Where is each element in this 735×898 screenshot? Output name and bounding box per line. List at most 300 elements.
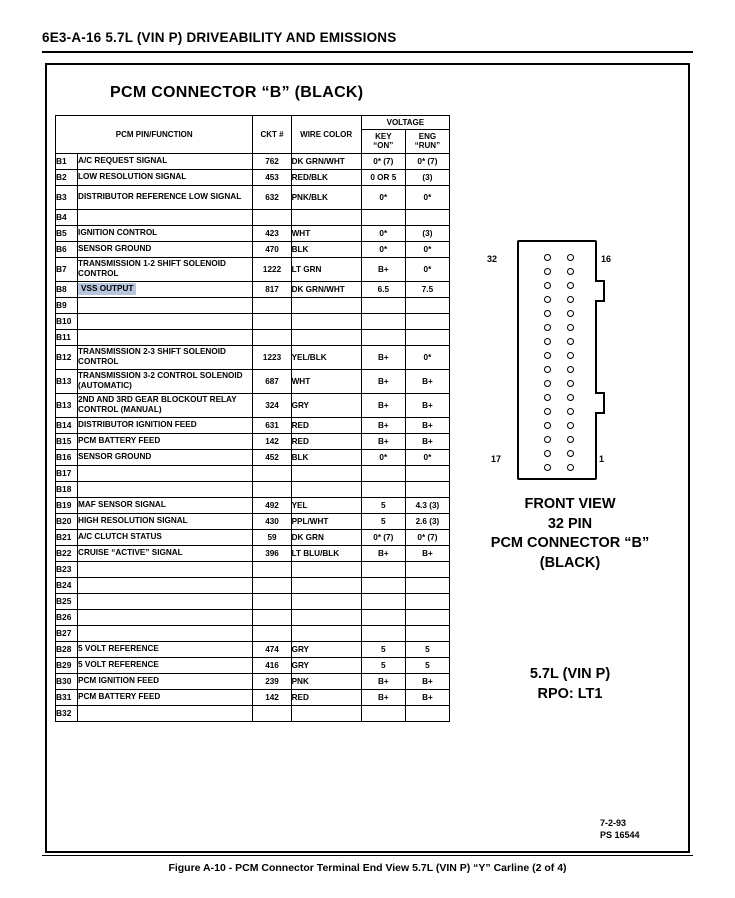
cell-voltage-eng-run: B+ <box>405 545 449 561</box>
cell-voltage-key-on <box>361 625 405 641</box>
table-row <box>56 417 450 433</box>
pin-function-table <box>55 115 450 722</box>
cell-voltage-key-on: 5 <box>361 513 405 529</box>
cell-pin: B13 <box>56 369 78 393</box>
cell-ckt: 239 <box>253 673 291 689</box>
cell-ckt <box>253 481 291 497</box>
cell-ckt <box>253 329 291 345</box>
cell-function <box>78 577 253 593</box>
cell-wire-color <box>291 481 361 497</box>
cell-function: TRANSMISSION 3-2 CONTROL SOLENOID (AUTOMATIC) <box>78 369 253 393</box>
connector-pin-row <box>519 251 599 264</box>
cell-ckt: 423 <box>253 225 291 241</box>
cell-function <box>78 609 253 625</box>
cell-pin: B29 <box>56 657 78 673</box>
cell-voltage-key-on <box>361 329 405 345</box>
cell-wire-color: GRY <box>291 393 361 417</box>
connector-label-1: 1 <box>599 454 605 464</box>
cell-wire-color: DK GRN/WHT <box>291 281 361 297</box>
connector-pin-dot <box>544 408 551 415</box>
cell-pin: B10 <box>56 313 78 329</box>
cell-voltage-key-on <box>361 465 405 481</box>
cell-ckt: 474 <box>253 641 291 657</box>
cell-voltage-eng-run <box>405 297 449 313</box>
cell-wire-color <box>291 577 361 593</box>
cell-voltage-key-on <box>361 609 405 625</box>
cell-voltage-key-on <box>361 561 405 577</box>
cell-wire-color: LT GRN <box>291 257 361 281</box>
cell-voltage-eng-run: 0* <box>405 185 449 209</box>
cell-wire-color <box>291 329 361 345</box>
table-row <box>56 393 450 417</box>
cell-function: DISTRIBUTOR REFERENCE LOW SIGNAL <box>78 185 253 209</box>
cell-pin: B32 <box>56 705 78 721</box>
header-key-on <box>361 130 405 153</box>
cell-voltage-key-on: B+ <box>361 345 405 369</box>
connector-body <box>517 240 597 480</box>
cell-wire-color: GRY <box>291 641 361 657</box>
header-pin-function: PCM PIN/FUNCTION <box>56 116 253 154</box>
connector-pin-row <box>519 447 599 460</box>
connector-pin-row <box>519 377 599 390</box>
connector-pin-dot <box>544 394 551 401</box>
cell-wire-color: BLK <box>291 449 361 465</box>
cell-function: 2ND AND 3RD GEAR BLOCKOUT RELAY CONTROL (MANUAL) <box>78 393 253 417</box>
cell-ckt: 492 <box>253 497 291 513</box>
connector-pin-dot <box>567 296 574 303</box>
header-key-on-line1: KEY <box>375 132 392 142</box>
connector-pin-dot <box>567 268 574 275</box>
cell-voltage-key-on: 0* (7) <box>361 153 405 169</box>
cell-wire-color <box>291 297 361 313</box>
cell-pin: B24 <box>56 577 78 593</box>
cell-voltage-eng-run <box>405 313 449 329</box>
connector-pin-row <box>519 321 599 334</box>
cell-ckt: 142 <box>253 433 291 449</box>
connector-pin-row <box>519 265 599 278</box>
cell-pin: B17 <box>56 465 78 481</box>
connector-pin-row <box>519 461 599 474</box>
connector-pin-dot <box>544 366 551 373</box>
connector-pin-dot <box>567 352 574 359</box>
table-row <box>56 433 450 449</box>
cell-ckt <box>253 209 291 225</box>
cell-pin: B5 <box>56 225 78 241</box>
cell-wire-color: RED/BLK <box>291 169 361 185</box>
cell-voltage-eng-run <box>405 593 449 609</box>
cell-ckt: 631 <box>253 417 291 433</box>
cell-voltage-key-on: B+ <box>361 369 405 393</box>
connector-caption-line1: FRONT VIEW <box>524 496 616 512</box>
connector-pin-row <box>519 433 599 446</box>
cell-ckt: 470 <box>253 241 291 257</box>
cell-function: SENSOR GROUND <box>78 241 253 257</box>
table-row <box>56 281 450 297</box>
cell-function: PCM IGNITION FEED <box>78 673 253 689</box>
cell-voltage-key-on: B+ <box>361 433 405 449</box>
connector-pin-dot <box>544 324 551 331</box>
cell-ckt: 762 <box>253 153 291 169</box>
connector-pin-dot <box>567 310 574 317</box>
cell-voltage-key-on: 0* (7) <box>361 529 405 545</box>
cell-function <box>78 705 253 721</box>
cell-function: A/C REQUEST SIGNAL <box>78 153 253 169</box>
cell-voltage-eng-run: 0* (7) <box>405 153 449 169</box>
cell-voltage-eng-run: 0* (7) <box>405 529 449 545</box>
cell-pin: B11 <box>56 329 78 345</box>
connector-caption-line2: 32 PIN <box>547 515 593 532</box>
cell-function <box>78 593 253 609</box>
date-code-line1: 7-2-93 <box>600 818 627 828</box>
connector-pin-row <box>519 363 599 376</box>
connector-pin-dot <box>544 464 551 471</box>
cell-voltage-key-on: 0* <box>361 449 405 465</box>
connector-pin-dot <box>567 436 574 443</box>
cell-voltage-key-on: B+ <box>361 417 405 433</box>
cell-voltage-eng-run: B+ <box>405 433 449 449</box>
table-row <box>56 329 450 345</box>
connector-pin-row <box>519 279 599 292</box>
cell-pin: B9 <box>56 297 78 313</box>
cell-voltage-key-on <box>361 593 405 609</box>
table-row <box>56 625 450 641</box>
cell-ckt: 452 <box>253 449 291 465</box>
cell-wire-color: WHT <box>291 225 361 241</box>
cell-pin: B1 <box>56 153 78 169</box>
cell-voltage-eng-run <box>405 465 449 481</box>
cell-pin: B16 <box>56 449 78 465</box>
cell-function: LOW RESOLUTION SIGNAL <box>78 169 253 185</box>
cell-ckt <box>253 577 291 593</box>
cell-function: TRANSMISSION 2-3 SHIFT SOLENOID CONTROL <box>78 345 253 369</box>
cell-wire-color <box>291 209 361 225</box>
cell-wire-color: RED <box>291 417 361 433</box>
table-row <box>56 609 450 625</box>
cell-function <box>78 281 253 297</box>
cell-pin: B31 <box>56 689 78 705</box>
table-row <box>56 657 450 673</box>
cell-function <box>78 465 253 481</box>
cell-voltage-key-on: 5 <box>361 497 405 513</box>
connector-diagram <box>487 240 615 485</box>
cell-voltage-key-on: 0* <box>361 225 405 241</box>
cell-voltage-eng-run <box>405 705 449 721</box>
table-row <box>56 297 450 313</box>
table-row <box>56 225 450 241</box>
cell-voltage-key-on <box>361 297 405 313</box>
cell-ckt: 59 <box>253 529 291 545</box>
cell-voltage-eng-run: 5 <box>405 657 449 673</box>
date-code-line2: PS 16544 <box>600 829 640 840</box>
cell-function: IGNITION CONTROL <box>78 225 253 241</box>
cell-voltage-eng-run <box>405 609 449 625</box>
cell-voltage-eng-run: B+ <box>405 369 449 393</box>
connector-pin-dot <box>544 352 551 359</box>
header-voltage: VOLTAGE <box>361 116 449 130</box>
connector-label-17: 17 <box>491 454 502 464</box>
connector-pin-dot <box>567 394 574 401</box>
connector-pin-dot <box>567 282 574 289</box>
connector-pin-dot <box>544 436 551 443</box>
connector-caption-line3: PCM CONNECTOR “B” <box>490 535 650 552</box>
cell-wire-color: PNK/BLK <box>291 185 361 209</box>
caption-divider <box>42 855 693 856</box>
cell-wire-color <box>291 465 361 481</box>
cell-voltage-eng-run <box>405 209 449 225</box>
cell-function <box>78 625 253 641</box>
cell-voltage-key-on: B+ <box>361 545 405 561</box>
cell-ckt: 453 <box>253 169 291 185</box>
cell-ckt: 817 <box>253 281 291 297</box>
cell-pin: B20 <box>56 513 78 529</box>
table-row <box>56 313 450 329</box>
cell-function <box>78 297 253 313</box>
cell-function: 5 VOLT REFERENCE <box>78 641 253 657</box>
cell-pin: B25 <box>56 593 78 609</box>
cell-function: A/C CLUTCH STATUS <box>78 529 253 545</box>
connector-pin-dot <box>544 380 551 387</box>
table-row <box>56 513 450 529</box>
cell-ckt: 687 <box>253 369 291 393</box>
figure-caption: Figure A-10 - PCM Connector Terminal End View 5.7L (VIN P) “Y” Carline (2 of 4) <box>168 862 567 874</box>
cell-pin: B27 <box>56 625 78 641</box>
cell-pin: B3 <box>56 185 78 209</box>
table-row <box>56 169 450 185</box>
cell-voltage-eng-run: (3) <box>405 225 449 241</box>
table-row <box>56 641 450 657</box>
table-row <box>56 153 450 169</box>
cell-voltage-eng-run <box>405 329 449 345</box>
cell-pin: B18 <box>56 481 78 497</box>
connector-caption-line4: (BLACK) <box>539 554 601 571</box>
cell-voltage-eng-run <box>405 577 449 593</box>
table-header <box>56 116 450 154</box>
cell-function-highlighted: VSS OUTPUT <box>78 283 136 295</box>
cell-voltage-key-on: B+ <box>361 673 405 689</box>
cell-pin: B30 <box>56 673 78 689</box>
cell-function: 5 VOLT REFERENCE <box>78 657 253 673</box>
table-row <box>56 241 450 257</box>
cell-pin: B23 <box>56 561 78 577</box>
cell-voltage-key-on: 5 <box>361 641 405 657</box>
engine-note-line1: 5.7L (VIN P) <box>529 666 611 682</box>
cell-pin: B19 <box>56 497 78 513</box>
connector-label-32: 32 <box>487 254 498 264</box>
connector-label-16: 16 <box>601 254 612 264</box>
cell-voltage-key-on: 5 <box>361 657 405 673</box>
connector-pin-row <box>519 349 599 362</box>
connector-pin-row <box>519 419 599 432</box>
cell-wire-color: WHT <box>291 369 361 393</box>
cell-wire-color: DK GRN <box>291 529 361 545</box>
cell-ckt: 1222 <box>253 257 291 281</box>
table-row <box>56 497 450 513</box>
table-row <box>56 593 450 609</box>
header-eng-run-line2: “RUN” <box>414 141 441 151</box>
connector-pin-row <box>519 405 599 418</box>
header-divider <box>42 51 693 53</box>
table-row <box>56 345 450 369</box>
connector-pin-row <box>519 335 599 348</box>
table-row <box>56 561 450 577</box>
table-row <box>56 529 450 545</box>
cell-ckt <box>253 465 291 481</box>
cell-pin: B26 <box>56 609 78 625</box>
cell-voltage-key-on: B+ <box>361 257 405 281</box>
connector-pin-row <box>519 307 599 320</box>
connector-pin-dot <box>567 380 574 387</box>
cell-ckt: 142 <box>253 689 291 705</box>
cell-wire-color: GRY <box>291 657 361 673</box>
cell-pin: B15 <box>56 433 78 449</box>
cell-voltage-eng-run <box>405 561 449 577</box>
cell-voltage-key-on <box>361 577 405 593</box>
cell-ckt <box>253 313 291 329</box>
table-row <box>56 465 450 481</box>
cell-pin: B14 <box>56 417 78 433</box>
cell-ckt: 396 <box>253 545 291 561</box>
cell-voltage-eng-run: B+ <box>405 417 449 433</box>
header-eng-run-line1: ENG <box>418 132 437 142</box>
cell-pin: B22 <box>56 545 78 561</box>
cell-voltage-eng-run: 0* <box>405 241 449 257</box>
cell-ckt <box>253 609 291 625</box>
cell-wire-color: DK GRN/WHT <box>291 153 361 169</box>
cell-ckt: 1223 <box>253 345 291 369</box>
cell-voltage-key-on: B+ <box>361 393 405 417</box>
cell-voltage-key-on <box>361 313 405 329</box>
cell-ckt: 632 <box>253 185 291 209</box>
table-row <box>56 185 450 209</box>
cell-wire-color: PNK <box>291 673 361 689</box>
cell-ckt: 324 <box>253 393 291 417</box>
connector-pin-dot <box>544 338 551 345</box>
cell-voltage-eng-run: 0* <box>405 345 449 369</box>
cell-voltage-eng-run: 4.3 (3) <box>405 497 449 513</box>
cell-wire-color <box>291 313 361 329</box>
table-header-row-1 <box>56 116 450 130</box>
table-row <box>56 545 450 561</box>
table-row <box>56 257 450 281</box>
header-wire-color: WIRE COLOR <box>291 116 361 154</box>
cell-function: DISTRIBUTOR IGNITION FEED <box>78 417 253 433</box>
cell-ckt <box>253 705 291 721</box>
connector-pin-dot <box>567 254 574 261</box>
connector-pin-grid <box>519 242 599 482</box>
date-code <box>600 818 640 841</box>
cell-voltage-eng-run: B+ <box>405 689 449 705</box>
table-body <box>56 153 450 721</box>
cell-wire-color <box>291 609 361 625</box>
header-key-on-line2: “ON” <box>373 141 394 151</box>
cell-voltage-eng-run: 5 <box>405 641 449 657</box>
header-eng-run <box>405 130 449 153</box>
cell-pin: B2 <box>56 169 78 185</box>
table-row <box>56 369 450 393</box>
cell-pin: B8 <box>56 281 78 297</box>
engine-note-line2: RPO: LT1 <box>537 685 603 702</box>
cell-voltage-key-on: 0* <box>361 185 405 209</box>
connector-pin-dot <box>567 366 574 373</box>
cell-function: HIGH RESOLUTION SIGNAL <box>78 513 253 529</box>
cell-function <box>78 209 253 225</box>
cell-pin: B12 <box>56 345 78 369</box>
connector-pin-dot <box>567 450 574 457</box>
connector-pin-dot <box>567 338 574 345</box>
cell-pin: B28 <box>56 641 78 657</box>
connector-pin-row <box>519 293 599 306</box>
cell-voltage-eng-run: B+ <box>405 393 449 417</box>
cell-function <box>78 313 253 329</box>
header-ckt: CKT # <box>253 116 291 154</box>
cell-voltage-eng-run: 2.6 (3) <box>405 513 449 529</box>
cell-voltage-key-on: 0 OR 5 <box>361 169 405 185</box>
cell-wire-color <box>291 705 361 721</box>
cell-ckt <box>253 625 291 641</box>
connector-pin-row <box>519 391 599 404</box>
connector-pin-dot <box>544 310 551 317</box>
table-row <box>56 673 450 689</box>
cell-voltage-key-on <box>361 209 405 225</box>
cell-wire-color <box>291 625 361 641</box>
connector-pin-dot <box>544 282 551 289</box>
table-row <box>56 577 450 593</box>
cell-voltage-eng-run: 7.5 <box>405 281 449 297</box>
cell-function <box>78 481 253 497</box>
connector-pin-dot <box>544 450 551 457</box>
cell-function: PCM BATTERY FEED <box>78 433 253 449</box>
cell-pin: B6 <box>56 241 78 257</box>
connector-pin-dot <box>544 422 551 429</box>
cell-wire-color <box>291 561 361 577</box>
connector-pin-dot <box>567 324 574 331</box>
connector-pin-dot <box>567 422 574 429</box>
cell-function: CRUISE “ACTIVE” SIGNAL <box>78 545 253 561</box>
cell-ckt: 430 <box>253 513 291 529</box>
cell-wire-color: YEL <box>291 497 361 513</box>
page-title: PCM CONNECTOR “B” (BLACK) <box>110 84 364 101</box>
cell-wire-color: YEL/BLK <box>291 345 361 369</box>
cell-ckt <box>253 561 291 577</box>
cell-wire-color: RED <box>291 433 361 449</box>
cell-pin: B4 <box>56 209 78 225</box>
table-row <box>56 449 450 465</box>
cell-wire-color: LT BLU/BLK <box>291 545 361 561</box>
cell-wire-color: PPL/WHT <box>291 513 361 529</box>
cell-voltage-key-on <box>361 705 405 721</box>
cell-function: MAF SENSOR SIGNAL <box>78 497 253 513</box>
cell-wire-color <box>291 593 361 609</box>
cell-voltage-eng-run <box>405 481 449 497</box>
engine-note <box>455 665 685 704</box>
cell-voltage-eng-run: B+ <box>405 673 449 689</box>
connector-caption <box>455 495 685 573</box>
cell-voltage-key-on <box>361 481 405 497</box>
cell-voltage-key-on: 6.5 <box>361 281 405 297</box>
connector-pin-dot <box>567 464 574 471</box>
connector-pin-dot <box>544 268 551 275</box>
table-row <box>56 705 450 721</box>
cell-pin: B21 <box>56 529 78 545</box>
cell-ckt <box>253 297 291 313</box>
cell-voltage-eng-run: 0* <box>405 257 449 281</box>
table-row <box>56 689 450 705</box>
connector-pin-dot <box>567 408 574 415</box>
connector-pin-dot <box>544 254 551 261</box>
cell-wire-color: BLK <box>291 241 361 257</box>
cell-voltage-eng-run <box>405 625 449 641</box>
cell-function: SENSOR GROUND <box>78 449 253 465</box>
